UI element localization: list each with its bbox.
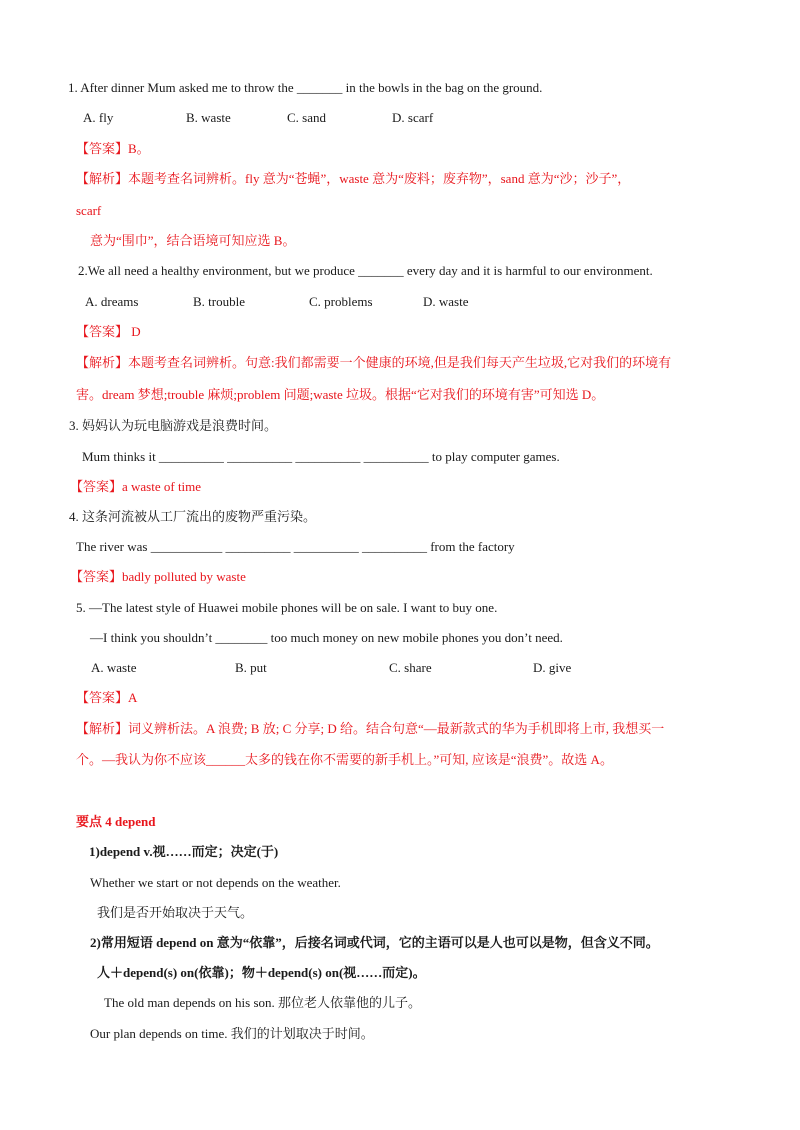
usage-rule: 人＋depend(s) on(依靠)；物＋depend(s) on(视……而定)。 <box>97 965 426 980</box>
q1-option-c: C. sand <box>287 110 326 125</box>
q2-analysis-line2: 害。dream 梦想;trouble 麻烦;problem 问题;waste 垃圾。根据“它对我们的环境有害”可知选 D。 <box>76 387 605 402</box>
q1-option-b: B. waste <box>186 110 231 125</box>
q1-analysis-line3: 意为“围巾”，结合语境可知应选 B。 <box>90 233 296 248</box>
subpoint-1: 1)depend v.视……而定；决定(于) <box>89 844 279 859</box>
q1-stem: 1. After dinner Mum asked me to throw the _______ in the bowls in the bag on the ground. <box>68 80 543 95</box>
example-2: The old man depends on his son. 那位老人依靠他的儿子。 <box>104 995 422 1010</box>
q2-answer: 【答案】 D <box>76 324 141 339</box>
q3-answer: 【答案】a waste of time <box>70 479 202 494</box>
q2-option-c: C. problems <box>309 294 373 309</box>
q4-stem: 4. 这条河流被从工厂流出的废物严重污染。 <box>69 509 317 524</box>
q2-option-a: A. dreams <box>85 294 139 309</box>
q2-option-b: B. trouble <box>193 294 245 309</box>
q1-answer: 【答案】B。 <box>76 141 150 156</box>
q4-sentence: The river was ___________ __________ __________ __________ from the factory <box>76 539 515 554</box>
q2-option-d: D. waste <box>423 294 469 309</box>
q2-analysis-line1: 【解析】本题考查名词辨析。句意:我们都需要一个健康的环境,但是我们每天产生垃圾,它对我们的环境有 <box>76 355 672 370</box>
q5-analysis-line2: 个。—我认为你不应该______太多的钱在你不需要的新手机上。”可知, 应该是“浪费”。故选 A。 <box>76 752 613 767</box>
q5-line2: —I think you shouldn’t ________ too much money on new mobile phones you don’t need. <box>90 630 563 645</box>
q2-stem: 2.We all need a healthy environment, but we produce _______ every day and it is harmful to our environment. <box>78 263 653 278</box>
subpoint-2: 2)常用短语 depend on 意为“依靠”，后接名词或代词，它的主语可以是人也可以是物，但含义不同。 <box>90 935 659 950</box>
q5-option-a: A. waste <box>91 660 137 675</box>
q5-option-c: C. share <box>389 660 432 675</box>
q5-answer: 【答案】A <box>76 690 138 705</box>
q3-sentence: Mum thinks it __________ __________ __________ __________ to play computer games. <box>82 449 560 464</box>
q5-analysis-line1: 【解析】词义辨析法。A 浪费; B 放; C 分享; D 给。结合句意“—最新款式的华为手机即将上市, 我想买一 <box>76 721 665 736</box>
q1-analysis-line2: scarf <box>76 203 102 218</box>
q1-option-d: D. scarf <box>392 110 434 125</box>
q5-option-d: D. give <box>533 660 572 675</box>
section-heading: 要点 4 depend <box>76 814 156 829</box>
q1-option-a: A. fly <box>83 110 114 125</box>
example-1-english: Whether we start or not depends on the weather. <box>90 875 341 890</box>
q3-stem: 3. 妈妈认为玩电脑游戏是浪费时间。 <box>69 418 278 433</box>
q5-option-b: B. put <box>235 660 267 675</box>
q1-analysis-line1: 【解析】本题考查名词辨析。fly 意为“苍蝇”，waste 意为“废料；废弃物”，sand 意为“沙；沙子”， <box>76 171 631 186</box>
q4-answer: 【答案】badly polluted by waste <box>70 569 246 584</box>
example-3: Our plan depends on time. 我们的计划取决于时间。 <box>90 1026 374 1041</box>
q5-stem: 5. —The latest style of Huawei mobile phones will be on sale. I want to buy one. <box>76 600 498 615</box>
example-1-chinese: 我们是否开始取决于天气。 <box>97 905 254 920</box>
